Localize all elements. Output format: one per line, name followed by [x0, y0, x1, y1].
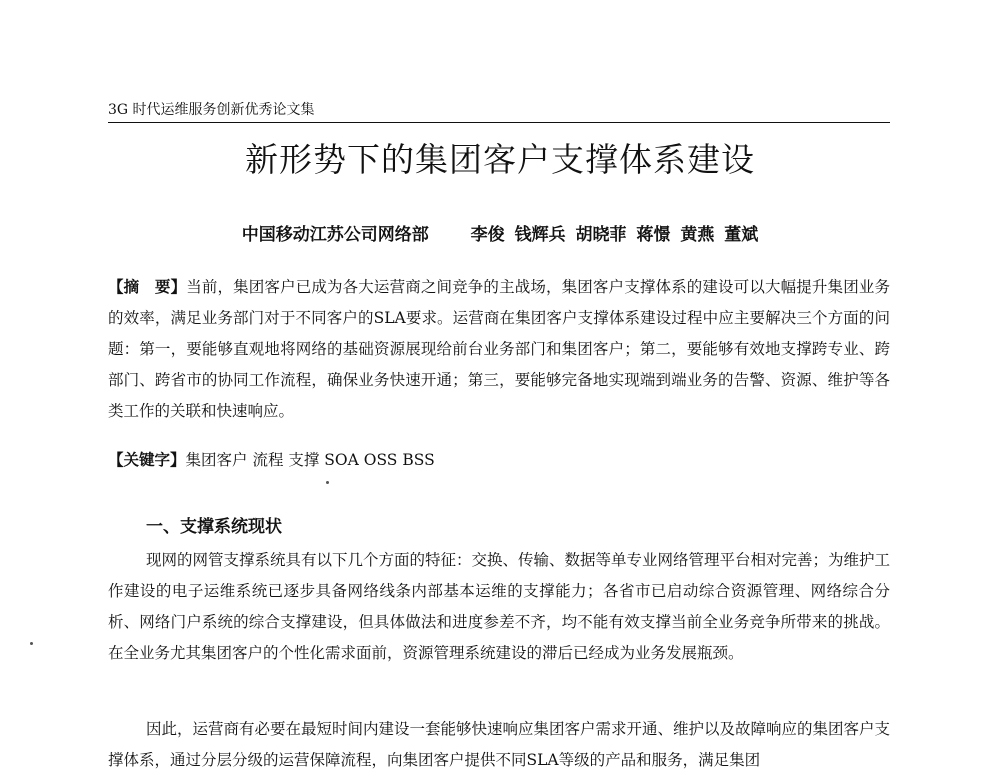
abstract-label: 【摘 要】 — [108, 278, 187, 296]
author-names: 李俊 钱辉兵 胡晓菲 蒋憬 黄燕 董斌 — [470, 225, 759, 245]
running-header: 3G 时代运维服务创新优秀论文集 — [108, 100, 890, 123]
keywords — [108, 445, 890, 476]
abstract — [108, 272, 890, 427]
keywords-text: 集团客户 流程 支撑 SOA OSS BSS — [185, 451, 435, 469]
author-affiliation: 中国移动江苏公司网络部 — [241, 225, 429, 245]
paper-title: 新形势下的集团客户支撑体系建设 — [245, 140, 755, 179]
scan-speck — [30, 642, 33, 645]
abstract-text: 当前，集团客户已成为各大运营商之间竞争的主战场，集团客户支撑体系的建设可以大幅提升集团业务的效率，满足业务部门对于不同客户的SLA要求。运营商在集团客户支撑体系建设过程中应主要解决三个方面的问题：第一，要能够直观地将网络的基础资源展现给前台业务部门和集团客户；第二，要能够有效地支撑跨专业、跨部门、跨省市的协同工作流程，确保业务快速开通；第三，要能够完备地实现端到端业务的告警、资源、维护等各类工作的关联和快速响应。 — [108, 278, 890, 420]
scan-speck — [326, 481, 329, 484]
keywords-label: 【关键字】 — [108, 451, 186, 469]
body-paragraph: 现网的网管支撑系统具有以下几个方面的特征：交换、传输、数据等单专业网络管理平台相对完善；为维护工作建设的电子运维系统已逐步具备网络线条内部基本运维的支撑能力；各省市已启动综合资源管理、网络综合分析、网络门户系统的综合支撑建设，但具体做法和进度参差不齐，均不能有效支撑当前全业务竞争所带来的挑战。在全业务尤其集团客户的个性化需求面前，资源管理系统建设的滞后已经成为业务发展瓶颈。 — [108, 551, 891, 662]
body-paragraph: 因此，运营商有必要在最短时间内建设一套能够快速响应集团客户需求开通、维护以及故障响应的集团客户支撑体系，通过分层分级的运营保障流程，向集团客户提供不同SLA等级的产品和服务，满足集团 — [108, 720, 891, 769]
section-heading: 一、支撑系统现状 — [146, 517, 282, 537]
byline — [0, 220, 1000, 245]
